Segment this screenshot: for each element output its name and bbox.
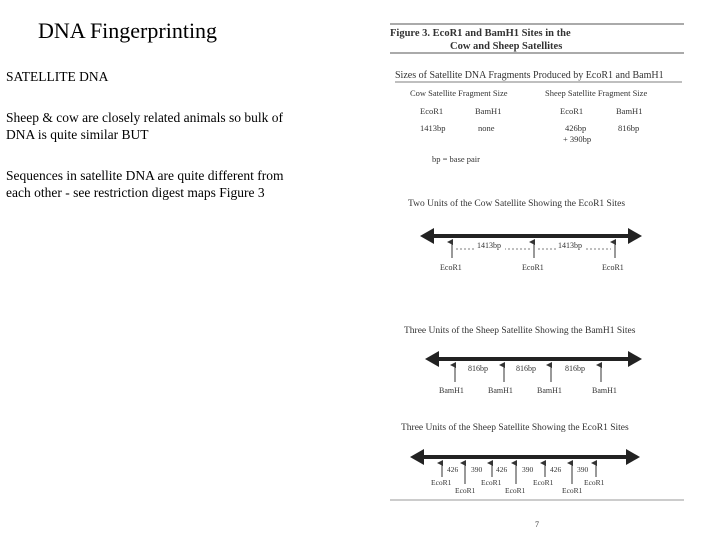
col-cow-bamh1: BamH1 — [475, 106, 502, 116]
sheep-bamh1-value: 816bp — [618, 123, 640, 133]
figure-caption-line2: Cow and Sheep Satellites — [450, 41, 563, 52]
cow-map-title: Two Units of the Cow Satellite Showing the EcoR1 Sites — [408, 199, 626, 209]
sheep-ecor1-value2: + 390bp — [563, 134, 592, 144]
sheep-eco-frag-2: 390 — [471, 465, 483, 474]
sheep-ecor1-map-title: Three Units of the Sheep Satellite Showing the EcoR1 Sites — [401, 423, 629, 433]
sheep-eco-site-label-1: EcoR1 — [431, 478, 452, 487]
sheep-eco-site-label-7: EcoR1 — [584, 478, 605, 487]
section-heading: SATELLITE DNA — [6, 69, 109, 84]
sheep-eco-frag-6: 390 — [577, 465, 589, 474]
table-title: Sizes of Satellite DNA Fragments Produced by EcoR1 and BamH1 — [395, 70, 664, 81]
col-sheep-bamh1: BamH1 — [616, 106, 643, 116]
cow-ecor1-value: 1413bp — [420, 123, 446, 133]
sheep-bam-right-arrowhead — [628, 351, 642, 367]
cow-left-arrowhead — [420, 228, 434, 244]
cow-frag-label-1: 1413bp — [477, 241, 501, 250]
page-number: 7 — [535, 520, 539, 529]
sheep-ecor1-value1: 426bp — [565, 123, 587, 133]
cow-satellite-map — [420, 228, 642, 272]
sheep-eco-frag-3: 426 — [496, 465, 508, 474]
figure-3-scan — [380, 0, 720, 540]
col-cow-ecor1: EcoR1 — [420, 106, 444, 116]
col-sheep-ecor1: EcoR1 — [560, 106, 584, 116]
sheep-bam-site-label-4: BamH1 — [592, 386, 617, 395]
sheep-bam-frag-label-3: 816bp — [565, 364, 585, 373]
cow-frag-label-2: 1413bp — [558, 241, 582, 250]
sheep-bam-site-label-3: BamH1 — [537, 386, 562, 395]
cow-right-arrowhead — [628, 228, 642, 244]
sheep-eco-site-label-5: EcoR1 — [533, 478, 554, 487]
sheep-eco-site-label-6: EcoR1 — [562, 486, 583, 495]
paragraph-differences: Sequences in satellite DNA are quite different from each other - see restriction digest maps Figure 3 — [6, 168, 284, 200]
sheep-header: Sheep Satellite Fragment Size — [545, 88, 648, 98]
cow-site-label-3: EcoR1 — [602, 263, 624, 272]
sheep-bam-left-arrowhead — [425, 351, 439, 367]
sheep-eco-site-label-4: EcoR1 — [505, 486, 526, 495]
cow-site-label-1: EcoR1 — [440, 263, 462, 272]
sheep-eco-site-label-3: EcoR1 — [481, 478, 502, 487]
sheep-bam-frag-label-1: 816bp — [468, 364, 488, 373]
cow-bamh1-value: none — [478, 123, 495, 133]
sheep-bamh1-map-title: Three Units of the Sheep Satellite Showing the BamH1 Sites — [404, 326, 636, 336]
sheep-eco-frag-5: 426 — [550, 465, 562, 474]
bp-note: bp = base pair — [432, 154, 480, 164]
slide-title: DNA Fingerprinting — [38, 18, 218, 43]
sheep-bamh1-map — [425, 351, 642, 395]
figure-3-graphic — [380, 0, 720, 540]
slide-body — [6, 68, 306, 225]
sheep-eco-site-label-2: EcoR1 — [455, 486, 476, 495]
sheep-eco-frag-4: 390 — [522, 465, 534, 474]
sheep-eco-left-arrowhead — [410, 449, 424, 465]
cow-site-label-2: EcoR1 — [522, 263, 544, 272]
sheep-eco-frag-1: 426 — [447, 465, 459, 474]
figure-caption-line1: Figure 3. EcoR1 and BamH1 Sites in the — [390, 28, 571, 39]
sheep-bam-site-label-2: BamH1 — [488, 386, 513, 395]
sheep-bam-frag-label-2: 816bp — [516, 364, 536, 373]
sheep-ecor1-map — [410, 449, 640, 495]
sheep-bam-site-label-1: BamH1 — [439, 386, 464, 395]
paragraph-similarity: Sheep & cow are closely related animals so bulk of DNA is quite similar BUT — [6, 110, 284, 142]
cow-header: Cow Satellite Fragment Size — [410, 88, 508, 98]
sheep-eco-right-arrowhead — [626, 449, 640, 465]
